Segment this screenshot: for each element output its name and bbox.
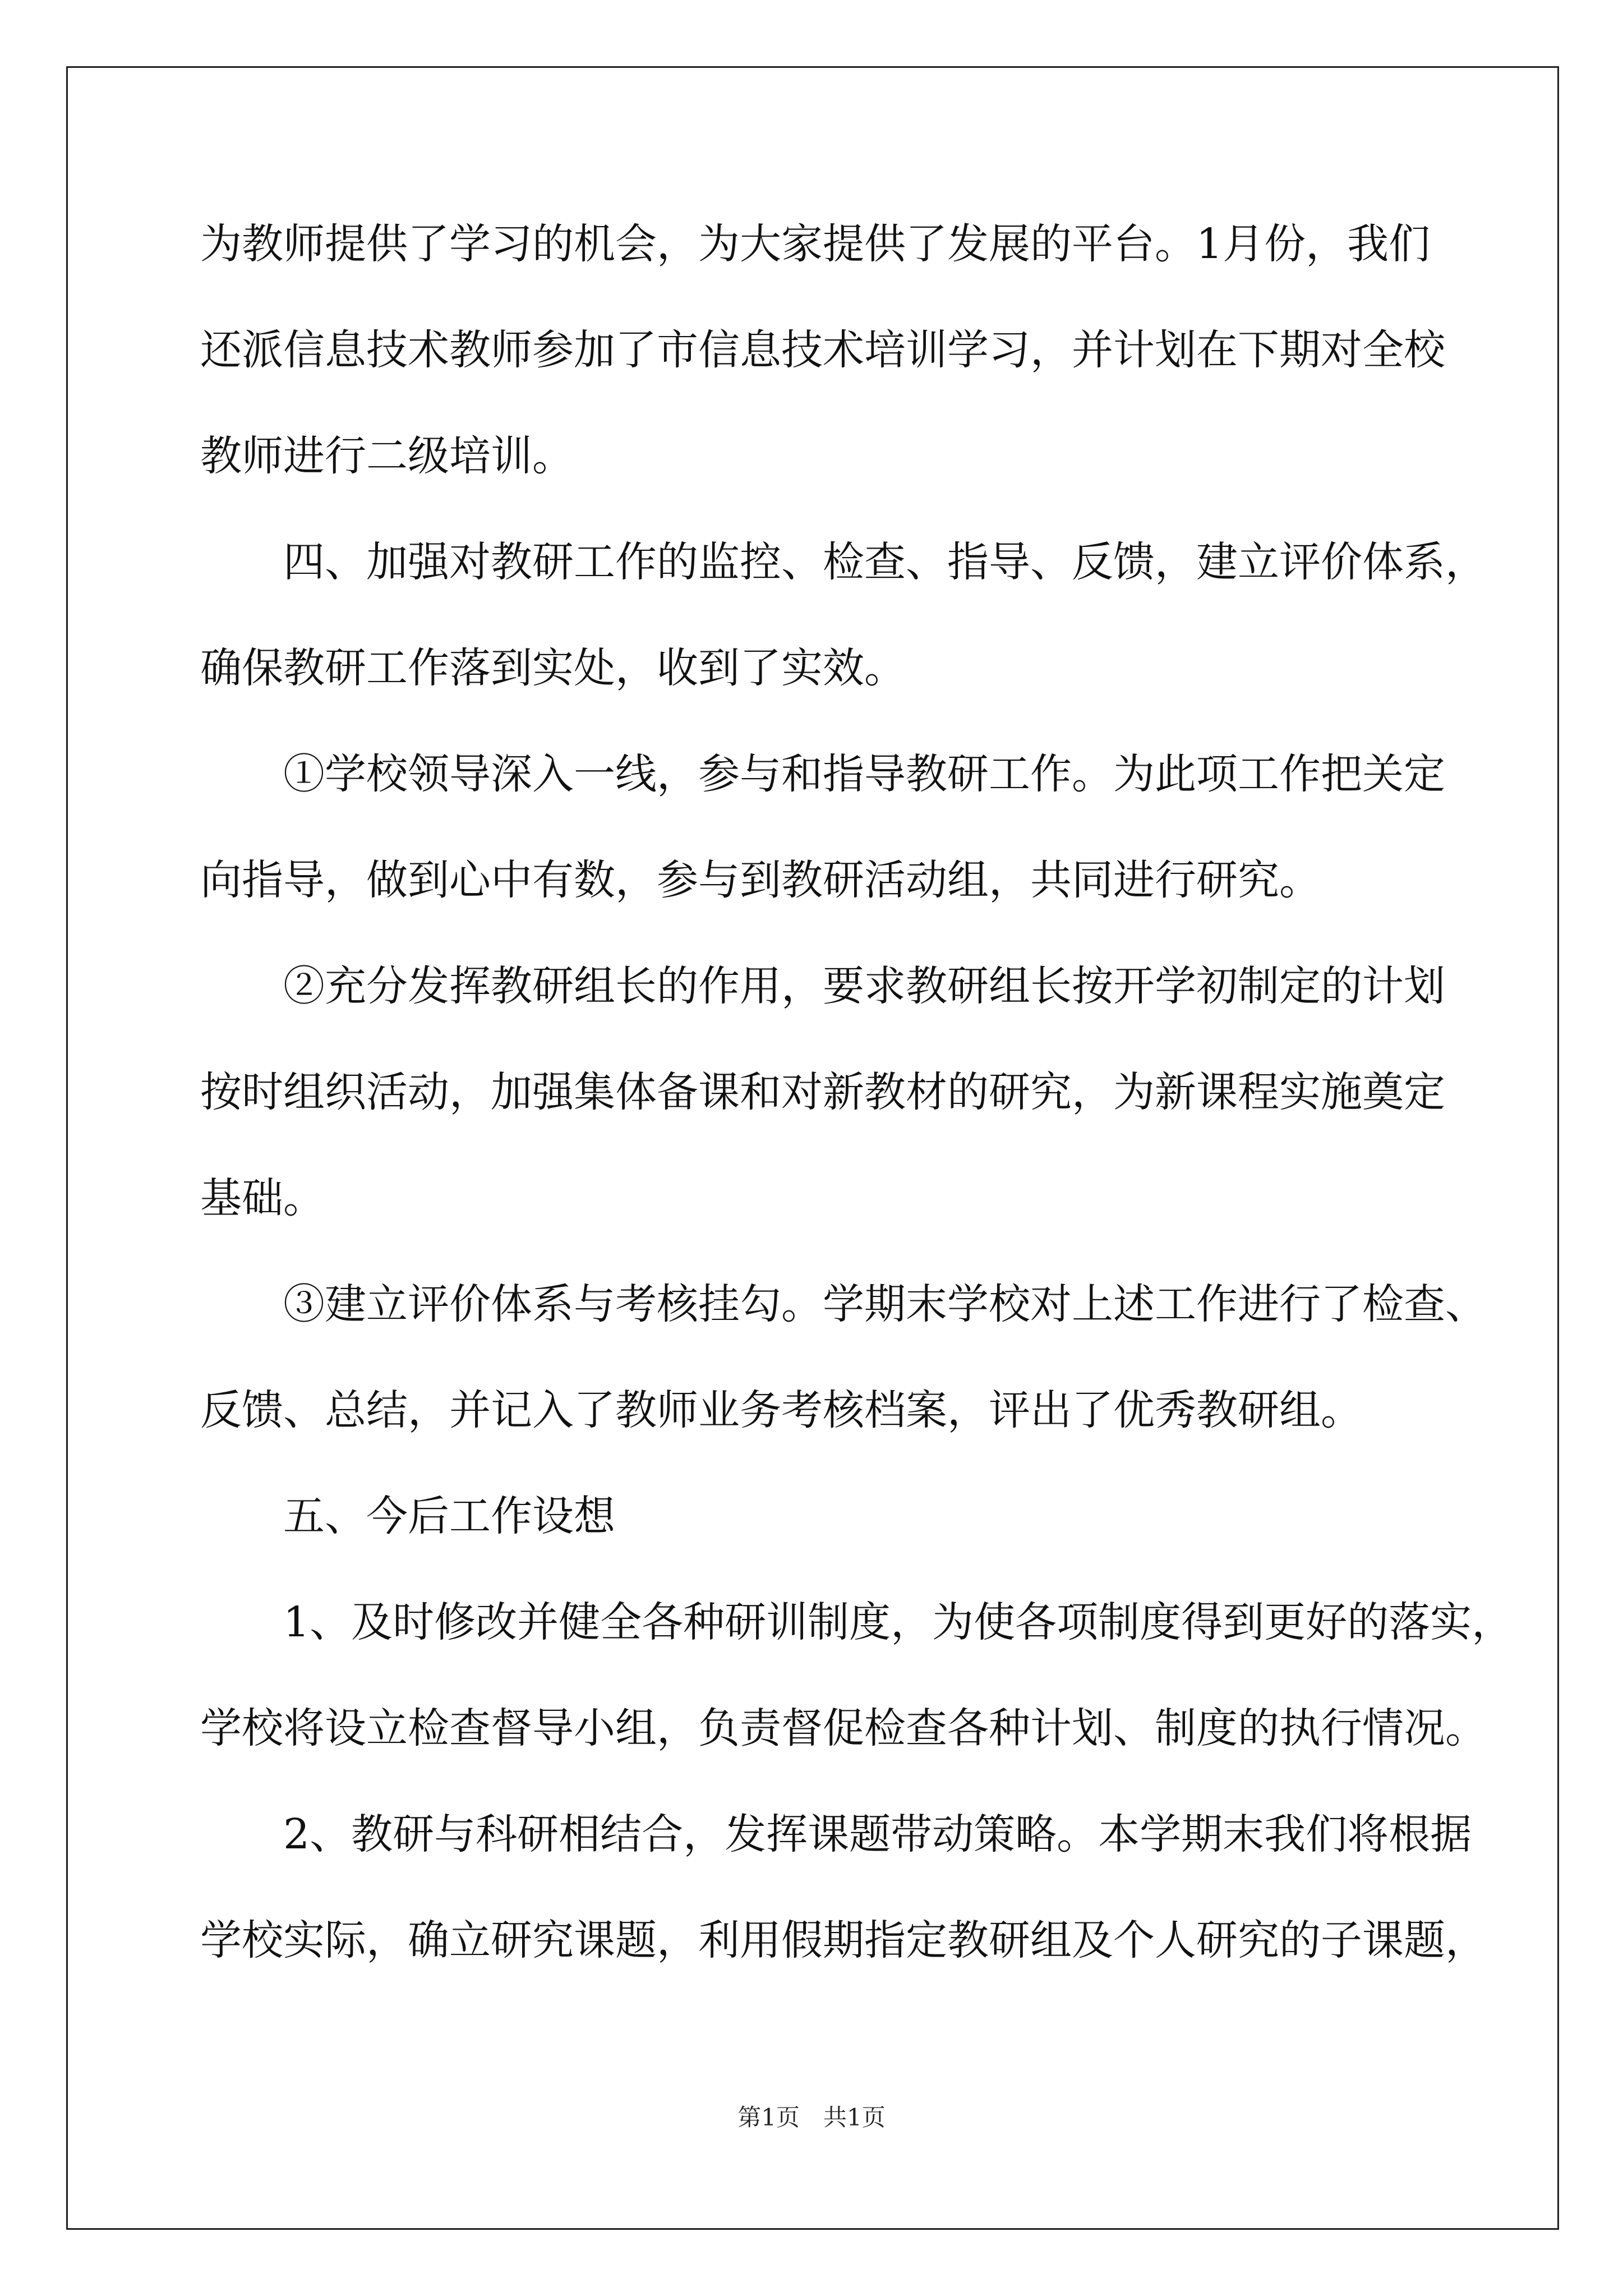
- text-line: 学校实际，确立研究课题，利用假期指定教研组及个人研究的子课题，: [200, 1916, 1487, 1964]
- text-line: 还派信息技术教师参加了市信息技术培训学习，并计划在下期对全校: [200, 326, 1445, 374]
- section-heading: 五、今后工作设想: [200, 1492, 615, 1540]
- page-number: 第1页 共1页: [737, 2104, 886, 2131]
- text-line: 为教师提供了学习的机会，为大家提供了发展的平台。1月份，我们: [200, 220, 1431, 268]
- section-heading: 四、加强对教研工作的监控、检查、指导、反馈，建立评价体系，: [200, 538, 1487, 586]
- text-line: 按时组织活动，加强集体备课和对新教材的研究，为新课程实施奠定: [200, 1068, 1445, 1116]
- text-line: 教师进行二级培训。: [200, 432, 574, 480]
- text-line: 学校将设立检查督导小组，负责督促检查各种计划、制度的执行情况。: [200, 1704, 1487, 1752]
- text-line: 反馈、总结，并记入了教师业务考核档案，评出了优秀教研组。: [200, 1386, 1362, 1434]
- text-line: 基础。: [200, 1174, 325, 1222]
- text-line: 确保教研工作落到实处，收到了实效。: [200, 644, 906, 692]
- text-line: ②充分发挥教研组长的作用，要求教研组长按开学初制定的计划: [200, 962, 1445, 1010]
- text-line: 向指导，做到心中有数，参与到教研活动组，共同进行研究。: [200, 856, 1321, 904]
- text-line: ①学校领导深入一线，参与和指导教研工作。为此项工作把关定: [200, 750, 1445, 798]
- text-line: ③建立评价体系与考核挂勾。学期末学校对上述工作进行了检查、: [200, 1280, 1487, 1328]
- text-line: 2、教研与科研相结合，发挥课题带动策略。本学期末我们将根据: [200, 1810, 1472, 1858]
- text-line: 1、及时修改并健全各种研训制度，为使各项制度得到更好的落实，: [200, 1598, 1514, 1646]
- document-body: [200, 216, 1514, 2018]
